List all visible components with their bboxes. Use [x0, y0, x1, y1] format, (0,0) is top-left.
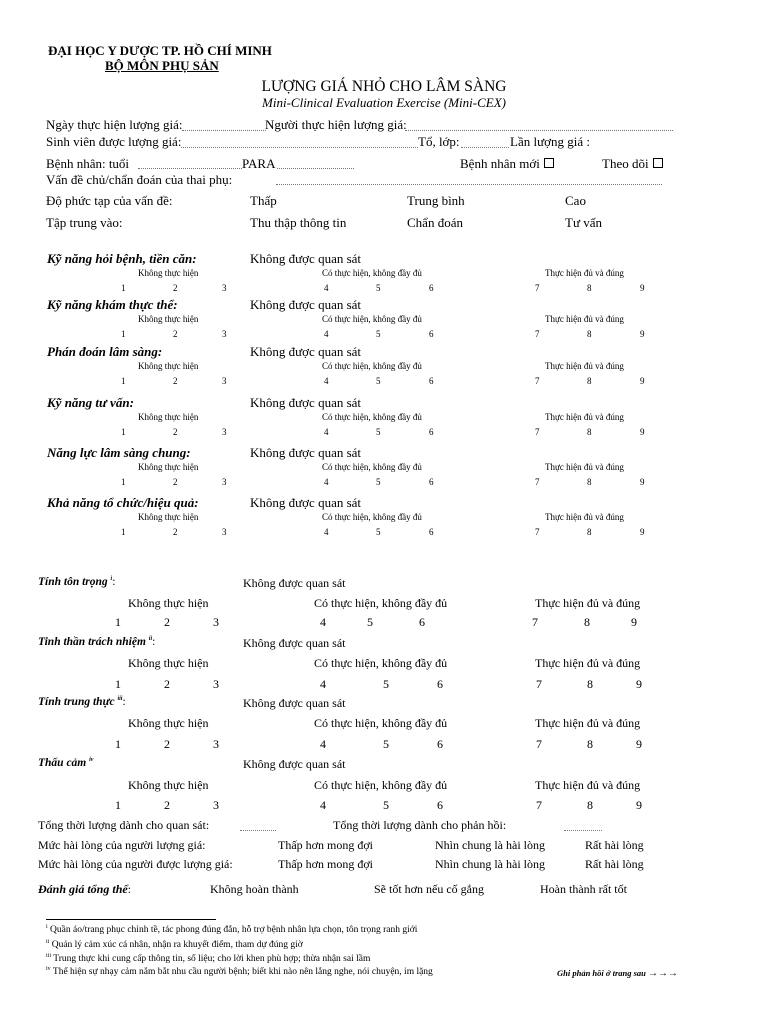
- date-field[interactable]: [182, 130, 266, 131]
- footnote-4: $^{iv}$ Thể hiện sự nhạy cảm nắm bắt nhu cầu người bệnh; biết khi nào nên lắng nghe, nói chuyện, im lặng: [46, 966, 433, 978]
- score-4[interactable]: 4: [324, 283, 329, 293]
- score-3[interactable]: 3: [222, 329, 227, 339]
- score-7[interactable]: 7: [536, 677, 542, 691]
- problem-field[interactable]: [276, 184, 662, 185]
- score-6[interactable]: 6: [419, 615, 425, 629]
- score-8[interactable]: 8: [587, 427, 592, 437]
- next-page-note: Ghi phản hồi ở trang sau →→→: [557, 968, 679, 979]
- not-observed-option[interactable]: Không được quan sát: [250, 445, 362, 460]
- not-observed-option[interactable]: Không được quan sát: [243, 576, 346, 590]
- problem-label: Vấn đề chủ/chẩn đoán của thai phụ:: [46, 172, 233, 187]
- score-8[interactable]: 8: [587, 737, 593, 751]
- skill-label: Phán đoán lâm sàng:: [47, 344, 163, 359]
- feedback-time-field[interactable]: [564, 830, 602, 831]
- score-1[interactable]: 1: [121, 329, 126, 339]
- para-field[interactable]: [277, 168, 354, 169]
- skill-label: Kỹ năng tư vấn:: [47, 395, 134, 410]
- attitude-label: Tính trung thực $^{iii}$:: [38, 696, 126, 708]
- score-6[interactable]: 6: [437, 737, 443, 751]
- patient-age-label: Bệnh nhân: tuổi: [46, 156, 130, 171]
- student-field[interactable]: [181, 147, 418, 148]
- score-8[interactable]: 8: [587, 283, 592, 293]
- attitude-label: Thấu cảm $^{iv}$: [38, 757, 94, 769]
- score-5[interactable]: 5: [376, 329, 381, 339]
- score-9[interactable]: 9: [640, 329, 645, 339]
- score-9[interactable]: 9: [636, 737, 642, 751]
- score-7[interactable]: 7: [532, 615, 538, 629]
- scale-poor-label: Không thực hiện: [138, 361, 199, 371]
- score-8[interactable]: 8: [587, 677, 593, 691]
- evaluator-very-satisfied-option[interactable]: Rất hài lòng: [585, 838, 644, 852]
- score-7[interactable]: 7: [535, 427, 540, 437]
- arrow-right-icon: →→→: [648, 968, 679, 979]
- student-label: Sinh viên được lượng giá:: [46, 134, 182, 149]
- score-8[interactable]: 8: [587, 376, 592, 386]
- scale-poor-label: Không thực hiện: [138, 462, 199, 472]
- score-4[interactable]: 4: [324, 527, 329, 537]
- score-7[interactable]: 7: [535, 376, 540, 386]
- score-2[interactable]: 2: [173, 376, 178, 386]
- scale-poor-label: Không thực hiện: [128, 716, 209, 730]
- scale-good-label: Thực hiện đủ và đúng: [545, 314, 624, 324]
- score-4[interactable]: 4: [324, 477, 329, 487]
- score-2[interactable]: 2: [173, 329, 178, 339]
- score-7[interactable]: 7: [536, 737, 542, 751]
- scale-poor-label: Không thực hiện: [138, 314, 199, 324]
- score-3[interactable]: 3: [222, 376, 227, 386]
- scale-partial-label: Có thực hiện, không đầy đủ: [322, 512, 422, 522]
- not-observed-option[interactable]: Không được quan sát: [250, 395, 362, 410]
- attitude-label: Tính tôn trọng $^i$:: [38, 576, 116, 588]
- score-2[interactable]: 2: [173, 283, 178, 293]
- scale-good-label: Thực hiện đủ và đúng: [535, 596, 641, 610]
- score-8[interactable]: 8: [587, 329, 592, 339]
- para-label: PARA: [242, 156, 276, 171]
- focus-counselling[interactable]: Tư vấn: [565, 215, 603, 230]
- score-6[interactable]: 6: [437, 677, 443, 691]
- score-8[interactable]: 8: [587, 798, 593, 812]
- score-5[interactable]: 5: [376, 527, 381, 537]
- score-4[interactable]: 4: [324, 376, 329, 386]
- scale-good-label: Thực hiện đủ và đúng: [545, 361, 624, 371]
- score-7[interactable]: 7: [536, 798, 542, 812]
- score-4[interactable]: 4: [320, 677, 326, 691]
- form-title: LƯỢNG GIÁ NHỎ CHO LÂM SÀNG: [261, 78, 507, 95]
- form-subtitle: Mini-Clinical Evaluation Exercise (Mini-CEX): [262, 95, 506, 110]
- scale-partial-label: Có thực hiện, không đầy đủ: [322, 314, 422, 324]
- score-3[interactable]: 3: [222, 477, 227, 487]
- score-9[interactable]: 9: [631, 615, 637, 629]
- complexity-label: Độ phức tạp của vấn đề:: [46, 193, 173, 208]
- scale-good-label: Thực hiện đủ và đúng: [545, 412, 624, 422]
- score-3[interactable]: 3: [222, 427, 227, 437]
- not-observed-option[interactable]: Không được quan sát: [250, 251, 362, 266]
- skill-label: Kỹ năng hỏi bệnh, tiền căn:: [47, 251, 197, 266]
- scale-poor-label: Không thực hiện: [138, 268, 199, 278]
- student-satisfaction-label: Mức hài lòng của người được lượng giá:: [38, 857, 233, 871]
- score-2[interactable]: 2: [173, 427, 178, 437]
- footnote-1: $^i$ Quần áo/trang phục chỉnh tề, tác phong đúng đắn, hỗ trợ bệnh nhân lựa chọn, tôn trọng ranh giới: [46, 924, 418, 936]
- skill-label: Năng lực lâm sàng chung:: [47, 445, 191, 460]
- scale-good-label: Thực hiện đủ và đúng: [535, 716, 641, 730]
- score-3[interactable]: 3: [213, 737, 219, 751]
- scale-partial-label: Có thực hiện, không đầy đủ: [322, 462, 422, 472]
- complexity-high[interactable]: Cao: [565, 193, 586, 208]
- scale-partial-label: Có thực hiện, không đầy đủ: [314, 716, 448, 730]
- scale-poor-label: Không thực hiện: [138, 512, 199, 522]
- score-4[interactable]: 4: [320, 798, 326, 812]
- score-9[interactable]: 9: [640, 376, 645, 386]
- not-observed-option[interactable]: Không được quan sát: [243, 696, 346, 710]
- overall-excellent-option[interactable]: Hoàn thành rất tốt: [540, 882, 627, 896]
- score-9[interactable]: 9: [640, 477, 645, 487]
- evaluator-field[interactable]: [405, 130, 673, 131]
- evaluator-satisfaction-label: Mức hài lòng của người lượng giá:: [38, 838, 206, 852]
- complexity-medium[interactable]: Trung bình: [407, 193, 465, 208]
- not-observed-option[interactable]: Không được quan sát: [250, 297, 362, 312]
- scale-good-label: Thực hiện đủ và đúng: [535, 778, 641, 792]
- score-5[interactable]: 5: [376, 427, 381, 437]
- score-8[interactable]: 8: [587, 477, 592, 487]
- score-6[interactable]: 6: [429, 427, 434, 437]
- score-7[interactable]: 7: [535, 527, 540, 537]
- score-1[interactable]: 1: [121, 527, 126, 537]
- score-2[interactable]: 2: [164, 677, 170, 691]
- overall-incomplete-option[interactable]: Không hoàn thành: [210, 882, 299, 896]
- skill-label: Kỹ năng khám thực thể:: [47, 297, 178, 312]
- university-name: ĐẠI HỌC Y DƯỢC TP. HỒ CHÍ MINH: [48, 43, 272, 58]
- score-6[interactable]: 6: [429, 376, 434, 386]
- score-2[interactable]: 2: [164, 798, 170, 812]
- not-observed-option[interactable]: Không được quan sát: [250, 495, 362, 510]
- score-6[interactable]: 6: [429, 283, 434, 293]
- followup-checkbox[interactable]: [653, 158, 663, 168]
- score-2[interactable]: 2: [164, 737, 170, 751]
- score-1[interactable]: 1: [115, 615, 121, 629]
- scale-partial-label: Có thực hiện, không đầy đủ: [314, 596, 448, 610]
- footnote-2: $^{ii}$ Quản lý cảm xúc cá nhân, nhận ra khuyết điểm, tham dự đúng giờ: [46, 939, 303, 951]
- feedback-time-label: Tổng thời lượng dành cho phản hồi:: [333, 818, 507, 832]
- student-satisfied-option[interactable]: Nhìn chung là hài lòng: [435, 857, 545, 871]
- score-3[interactable]: 3: [213, 677, 219, 691]
- scale-good-label: Thực hiện đủ và đúng: [545, 462, 624, 472]
- followup-option[interactable]: [602, 156, 663, 172]
- score-6[interactable]: 6: [429, 527, 434, 537]
- score-9[interactable]: 9: [636, 677, 642, 691]
- scale-poor-label: Không thực hiện: [128, 778, 209, 792]
- overall-label: Đánh giá tổng thể:: [38, 882, 132, 896]
- not-observed-option[interactable]: Không được quan sát: [243, 757, 346, 771]
- score-3[interactable]: 3: [222, 283, 227, 293]
- score-1[interactable]: 1: [121, 376, 126, 386]
- score-5[interactable]: 5: [383, 677, 389, 691]
- scale-partial-label: Có thực hiện, không đầy đủ: [322, 361, 422, 371]
- scale-partial-label: Có thực hiện, không đầy đủ: [314, 778, 448, 792]
- evaluator-satisfied-option[interactable]: Nhìn chung là hài lòng: [435, 838, 545, 852]
- observation-time-label: Tổng thời lượng dành cho quan sát:: [38, 818, 210, 832]
- score-2[interactable]: 2: [164, 615, 170, 629]
- score-6[interactable]: 6: [437, 798, 443, 812]
- score-9[interactable]: 9: [636, 798, 642, 812]
- overall-better-option[interactable]: Sẽ tốt hơn nếu cố gắng: [374, 882, 484, 896]
- scale-poor-label: Không thực hiện: [138, 412, 199, 422]
- evaluator-label: Người thực hiện lượng giá:: [265, 117, 407, 132]
- evaluator-below-option[interactable]: Thấp hơn mong đợi: [278, 838, 374, 852]
- scale-poor-label: Không thực hiện: [128, 596, 209, 610]
- score-3[interactable]: 3: [213, 615, 219, 629]
- score-5[interactable]: 5: [367, 615, 373, 629]
- score-5[interactable]: 5: [376, 477, 381, 487]
- scale-partial-label: Có thực hiện, không đầy đủ: [322, 412, 422, 422]
- group-field[interactable]: [461, 147, 509, 148]
- attitude-label: Tinh thần trách nhiệm $^{ii}$:: [38, 636, 156, 648]
- scale-good-label: Thực hiện đủ và đúng: [545, 268, 624, 278]
- score-7[interactable]: 7: [535, 477, 540, 487]
- score-9[interactable]: 9: [640, 427, 645, 437]
- focus-diagnosis[interactable]: Chẩn đoán: [407, 215, 463, 230]
- complexity-low[interactable]: Thấp: [250, 193, 277, 208]
- times-label: Lần lượng giá :: [510, 134, 590, 149]
- score-3[interactable]: 3: [213, 798, 219, 812]
- score-4[interactable]: 4: [320, 615, 326, 629]
- focus-label: Tập trung vào:: [46, 215, 123, 230]
- score-1[interactable]: 1: [115, 737, 121, 751]
- score-4[interactable]: 4: [320, 737, 326, 751]
- score-5[interactable]: 5: [376, 376, 381, 386]
- score-1[interactable]: 1: [121, 283, 126, 293]
- score-5[interactable]: 5: [383, 798, 389, 812]
- score-3[interactable]: 3: [222, 527, 227, 537]
- score-4[interactable]: 4: [324, 329, 329, 339]
- score-1[interactable]: 1: [115, 798, 121, 812]
- score-2[interactable]: 2: [173, 477, 178, 487]
- score-4[interactable]: 4: [324, 427, 329, 437]
- observation-time-field[interactable]: [240, 830, 276, 831]
- score-6[interactable]: 6: [429, 329, 434, 339]
- score-9[interactable]: 9: [640, 527, 645, 537]
- date-label: Ngày thực hiện lượng giá:: [46, 117, 183, 132]
- department-name: BỘ MÔN PHỤ SẢN: [105, 58, 219, 73]
- score-1[interactable]: 1: [115, 677, 121, 691]
- footnote-separator: [46, 919, 216, 920]
- new-patient-label: Bệnh nhân mới: [460, 156, 540, 171]
- score-1[interactable]: 1: [121, 427, 126, 437]
- new-patient-checkbox[interactable]: [544, 158, 554, 168]
- score-5[interactable]: 5: [376, 283, 381, 293]
- scale-good-label: Thực hiện đủ và đúng: [545, 512, 624, 522]
- scale-partial-label: Có thực hiện, không đầy đủ: [314, 656, 448, 670]
- followup-label: Theo dõi: [602, 156, 649, 171]
- group-label: Tổ, lớp:: [418, 134, 460, 149]
- scale-good-label: Thực hiện đủ và đúng: [535, 656, 641, 670]
- score-2[interactable]: 2: [173, 527, 178, 537]
- score-9[interactable]: 9: [640, 283, 645, 293]
- skill-label: Khả năng tổ chức/hiệu quả:: [47, 495, 199, 510]
- not-observed-option[interactable]: Không được quan sát: [250, 344, 362, 359]
- focus-data-gathering[interactable]: Thu thập thông tin: [250, 215, 347, 230]
- scale-partial-label: Có thực hiện, không đầy đủ: [322, 268, 422, 278]
- footnote-3: $^{iii}$ Trung thực khi cung cấp thông tin, số liệu; cho lời khen phù hợp; thừa nhận sai lầm: [46, 953, 371, 965]
- patient-age-field[interactable]: [138, 168, 242, 169]
- score-8[interactable]: 8: [587, 527, 592, 537]
- score-1[interactable]: 1: [121, 477, 126, 487]
- score-7[interactable]: 7: [535, 329, 540, 339]
- score-7[interactable]: 7: [535, 283, 540, 293]
- student-below-option[interactable]: Thấp hơn mong đợi: [278, 857, 374, 871]
- new-patient-option[interactable]: [460, 156, 554, 172]
- score-8[interactable]: 8: [584, 615, 590, 629]
- scale-poor-label: Không thực hiện: [128, 656, 209, 670]
- not-observed-option[interactable]: Không được quan sát: [243, 636, 346, 650]
- score-5[interactable]: 5: [383, 737, 389, 751]
- score-6[interactable]: 6: [429, 477, 434, 487]
- student-very-satisfied-option[interactable]: Rất hài lòng: [585, 857, 644, 871]
